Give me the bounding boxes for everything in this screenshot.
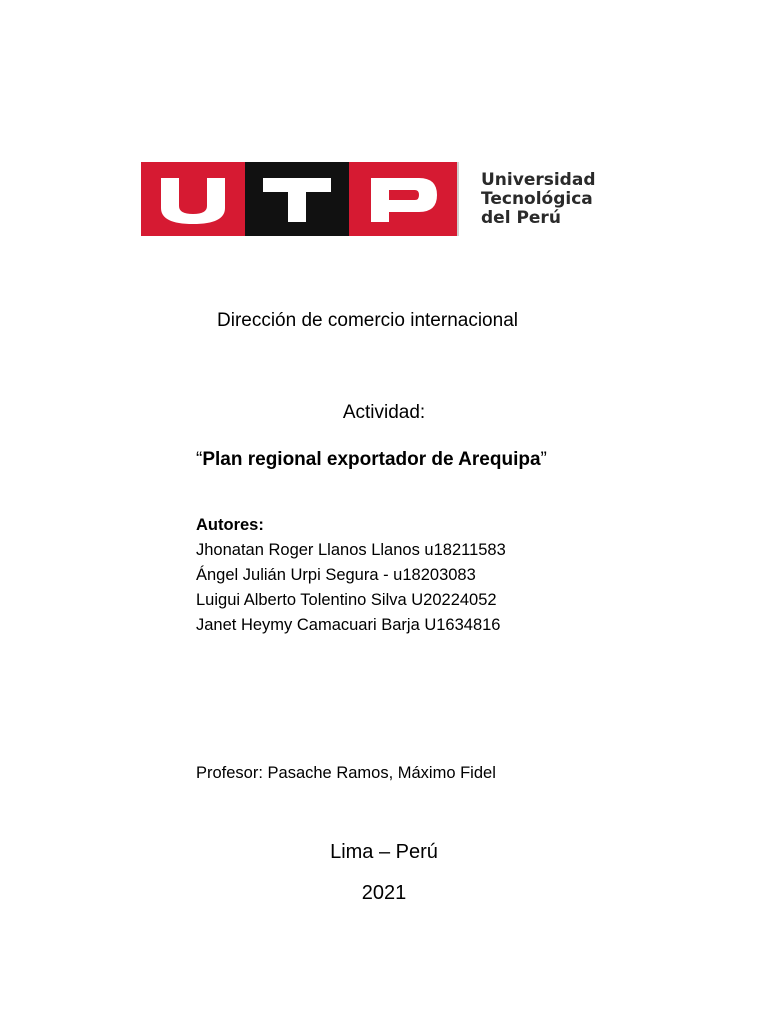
logo-line-1: Universidad	[481, 170, 596, 190]
activity-title-text: Plan regional exportador de Arequipa	[202, 449, 541, 470]
close-quote: ”	[540, 449, 547, 470]
author-item: Luigui Alberto Tolentino Silva U20224052	[196, 591, 497, 609]
logo-divider	[457, 162, 459, 236]
logo-wordmark	[481, 171, 595, 228]
author-item: Jhonatan Roger Llanos Llanos u18211583	[196, 541, 506, 559]
logo-line-2: Tecnológica	[481, 189, 593, 209]
authors-heading: Autores:	[196, 516, 264, 534]
logo-letter-p	[349, 162, 457, 236]
logo-letter-u	[141, 162, 245, 236]
activity-title	[196, 449, 547, 471]
activity-label: Actividad:	[342, 402, 426, 423]
open-quote: “	[196, 449, 203, 470]
utp-logo	[141, 162, 631, 236]
authors-section	[196, 513, 506, 638]
author-item: Ángel Julián Urpi Segura - u18203083	[196, 566, 476, 584]
logo-letter-t	[245, 162, 349, 236]
course-name: Dirección de comercio internacional	[217, 310, 518, 331]
author-item: Janet Heymy Camacuari Barja U1634816	[196, 616, 501, 634]
professor-name: Profesor: Pasache Ramos, Máximo Fidel	[196, 764, 496, 782]
logo-line-3: del Perú	[481, 208, 561, 228]
year: 2021	[361, 882, 407, 904]
place: Lima – Perú	[330, 841, 438, 863]
